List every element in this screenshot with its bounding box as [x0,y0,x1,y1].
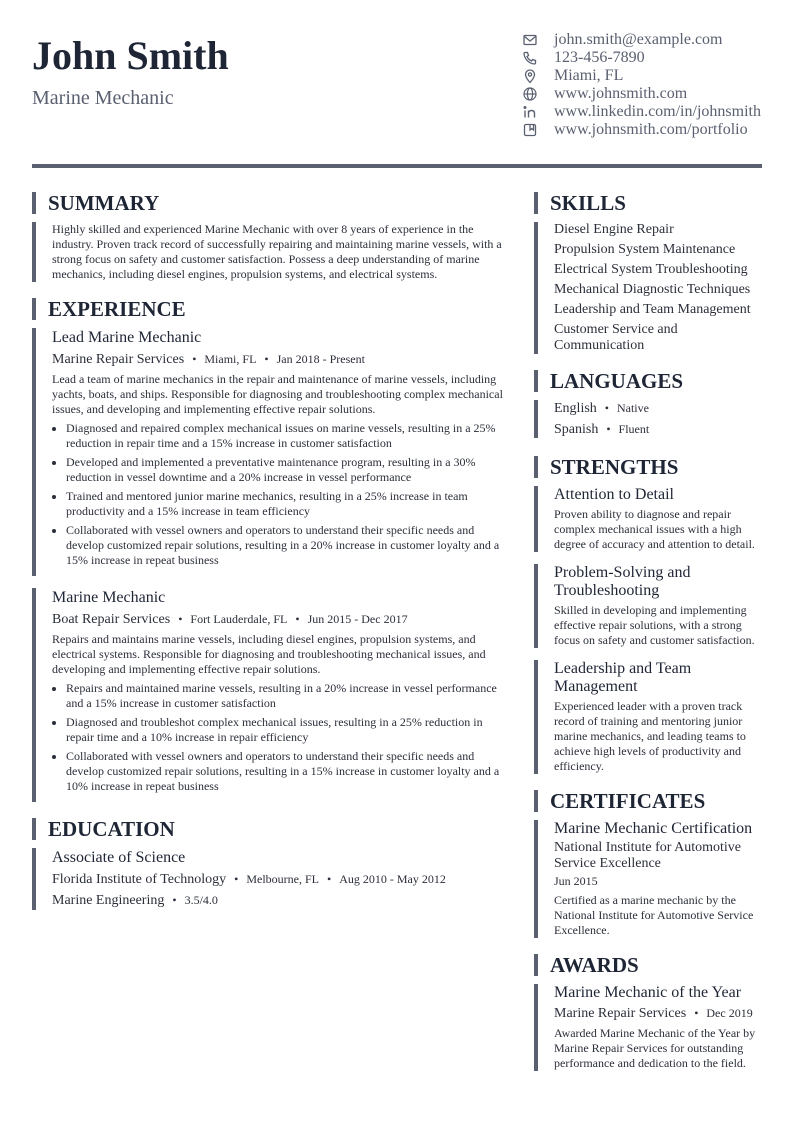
job-company: Boat Repair Services [52,612,171,627]
awards-heading: AWARDS [534,954,762,976]
left-column [32,192,504,910]
separator-dot: • [264,352,269,366]
job-entry [32,328,504,576]
strength-title: Attention to Detail [554,486,674,503]
resume-header [32,0,762,168]
job-location: Fort Lauderdale, FL [190,612,288,626]
separator-dot: • [694,1006,699,1020]
education-entry [32,848,504,910]
language-item [554,421,762,438]
summary-section [32,192,504,282]
strength-title: Leadership and Team Management [554,660,692,695]
contact-linkedin-text: www.linkedin.com/in/johnsmith [554,103,761,120]
award-entry [534,984,762,1071]
separator-dot: • [192,352,197,366]
certificate-text: Certified as a marine mechanic by the National Institute for Automotive Service Excellence. [554,893,754,937]
skill-item: Propulsion System Maintenance [554,242,736,257]
separator-dot: • [295,612,300,626]
education-field-row [52,891,504,910]
mail-icon [522,32,538,48]
summary-heading: SUMMARY [32,192,504,214]
achievement-item: • Collaborated with vessel owners and operators to understand their specific needs and develop customized repair solutions, resulting in a 15% increase in customer loyalty and a 10% increase in repeat business [66,749,504,794]
contact-portfolio[interactable] [522,121,767,139]
school-location: Melbourne, FL [246,872,319,886]
contact-location [522,67,767,85]
contact-list [522,31,767,139]
separator-dot: • [604,401,609,415]
certificate-entry [534,820,762,938]
achievement-item: • Collaborated with vessel owners and operators to understand their specific needs and develop customized repair solutions, resulting in a 20% increase in customer loyalty and a 15% increase in repeat business [66,523,504,568]
achievement-item: • Diagnosed and repaired complex mechanical issues on marine vessels, resulting in a 25% reduction in repair time and a 15% increase in customer satisfaction [66,421,504,451]
strength-text: Proven ability to diagnose and repair complex mechanical issues with a high degree of accuracy and attention to detail. [554,507,755,551]
skills-list [534,222,762,354]
field-of-study: Marine Engineering [52,893,165,908]
strength-item [534,660,762,774]
strength-text: Experienced leader with a proven track record of training and mentoring junior marine mechanics, and leading teams to achieve high levels of productivity and efficiency. [554,699,746,773]
award-org: Marine Repair Services [554,1006,687,1021]
achievement-item: • Diagnosed and troubleshot complex mechanical issues, resulting in a 25% reduction in repair time and a 10% increase in repair efficiency [66,715,504,745]
job-achievements [52,681,504,794]
languages-list [534,400,762,438]
skill-item: Leadership and Team Management [554,302,751,317]
education-heading: EDUCATION [32,818,504,840]
award-date: Dec 2019 [706,1006,753,1020]
strength-item [534,564,762,648]
candidate-title: Marine Mechanic [32,87,174,109]
contact-website[interactable] [522,85,767,103]
separator-dot: • [326,872,332,886]
strength-item [534,486,762,552]
certificate-issuer: National Institute for Automotive Service Excellence [554,840,742,871]
separator-dot: • [172,893,177,907]
contact-location-text: Miami, FL [554,67,624,84]
achievement-item: • Developed and implemented a preventative maintenance program, resulting in a 30% reduction in vessel downtime and a 20% increase in vessel performance [66,455,504,485]
job-description: Repairs and maintains marine vessels, including diesel engines, propulsion systems, and electrical systems. Responsible for diagnosing and troubleshooting mechanical issues, and developing and implementing effective repair solutions. [52,632,486,676]
phone-icon [522,50,538,66]
right-column [534,192,762,1071]
job-company: Marine Repair Services [52,352,185,367]
award-title: Marine Mechanic of the Year [554,984,742,1001]
skills-heading: SKILLS [534,192,762,214]
summary-text: Highly skilled and experienced Marine Mechanic with over 8 years of experience in the industry. Proven track record of successfully repairing and maintaining marine vessels, with a strong focus on safety and customer satisfaction. Possess a deep understanding of marine mechanics, including diesel engines, propulsion systems, and electrical systems. [32,222,504,282]
skill-item: Customer Service and Communication [554,322,678,353]
job-description: Lead a team of marine mechanics in the repair and maintenance of marine vessels, including yachts, boats, and ships. Responsible for diagnosing and troubleshooting complex mechanical issues, and developing and implementing effective repair solutions. [52,372,503,416]
linkedin-icon [522,104,538,120]
achievement-item: • Trained and mentored junior marine mechanics, resulting in a 25% increase in team productivity and a 15% increase in team efficiency [66,489,504,519]
skills-section [534,192,762,354]
education-section [32,818,504,910]
education-meta [52,870,504,889]
education-dates: Aug 2010 - May 2012 [339,872,446,886]
language-level: Fluent [618,422,650,436]
skill-item: Mechanical Diagnostic Techniques [554,282,751,297]
header-divider [32,164,762,168]
portfolio-icon [522,122,538,138]
strengths-heading: STRENGTHS [534,456,762,478]
job-meta [52,350,504,369]
separator-dot: • [606,422,611,436]
languages-heading: LANGUAGES [534,370,762,392]
job-dates: Jun 2015 - Dec 2017 [307,612,408,626]
certificates-heading: CERTIFICATES [534,790,762,812]
language-name: Spanish [554,422,599,437]
degree-title: Associate of Science [52,849,186,866]
strength-text: Skilled in developing and implementing effective repair solutions, with a strong focus on safety and customer satisfaction. [554,603,755,647]
experience-heading: EXPERIENCE [32,298,504,320]
contact-linkedin[interactable] [522,103,767,121]
separator-dot: • [178,612,183,626]
job-dates: Jan 2018 - Present [276,352,365,366]
globe-icon [522,86,538,102]
job-achievements [52,421,504,568]
languages-section [534,370,762,438]
award-text: Awarded Marine Mechanic of the Year by Marine Repair Services for outstanding performance and dedication to the field. [554,1026,756,1070]
contact-portfolio-text: www.johnsmith.com/portfolio [554,121,748,138]
language-name: English [554,401,597,416]
certificate-title: Marine Mechanic Certification [554,820,753,837]
contact-phone-text: 123-456-7890 [554,49,645,66]
contact-email-text: john.smith@example.com [554,31,723,48]
certificates-section [534,790,762,938]
candidate-name: John Smith [32,33,229,78]
contact-email[interactable] [522,31,767,49]
certificate-date: Jun 2015 [554,874,598,888]
contact-website-text: www.johnsmith.com [554,85,688,102]
school-name: Florida Institute of Technology [52,872,227,887]
job-title: Marine Mechanic [52,589,166,606]
award-meta [554,1004,762,1023]
strength-title: Problem-Solving and Troubleshooting [554,564,691,599]
strengths-section [534,456,762,774]
contact-phone[interactable] [522,49,767,67]
job-meta [52,610,504,629]
job-entry [32,588,504,802]
job-location: Miami, FL [204,352,257,366]
skill-item: Diesel Engine Repair [554,222,674,237]
gpa: 3.5/4.0 [184,893,218,907]
experience-section [32,298,504,802]
language-level: Native [616,401,649,415]
language-item [554,400,762,417]
job-title: Lead Marine Mechanic [52,329,202,346]
achievement-item: • Repairs and maintained marine vessels, resulting in a 20% increase in vessel performance and a 15% increase in customer satisfaction [66,681,504,711]
location-icon [522,68,538,84]
awards-section [534,954,762,1071]
skill-item: Electrical System Troubleshooting [554,262,748,277]
separator-dot: • [234,872,239,886]
